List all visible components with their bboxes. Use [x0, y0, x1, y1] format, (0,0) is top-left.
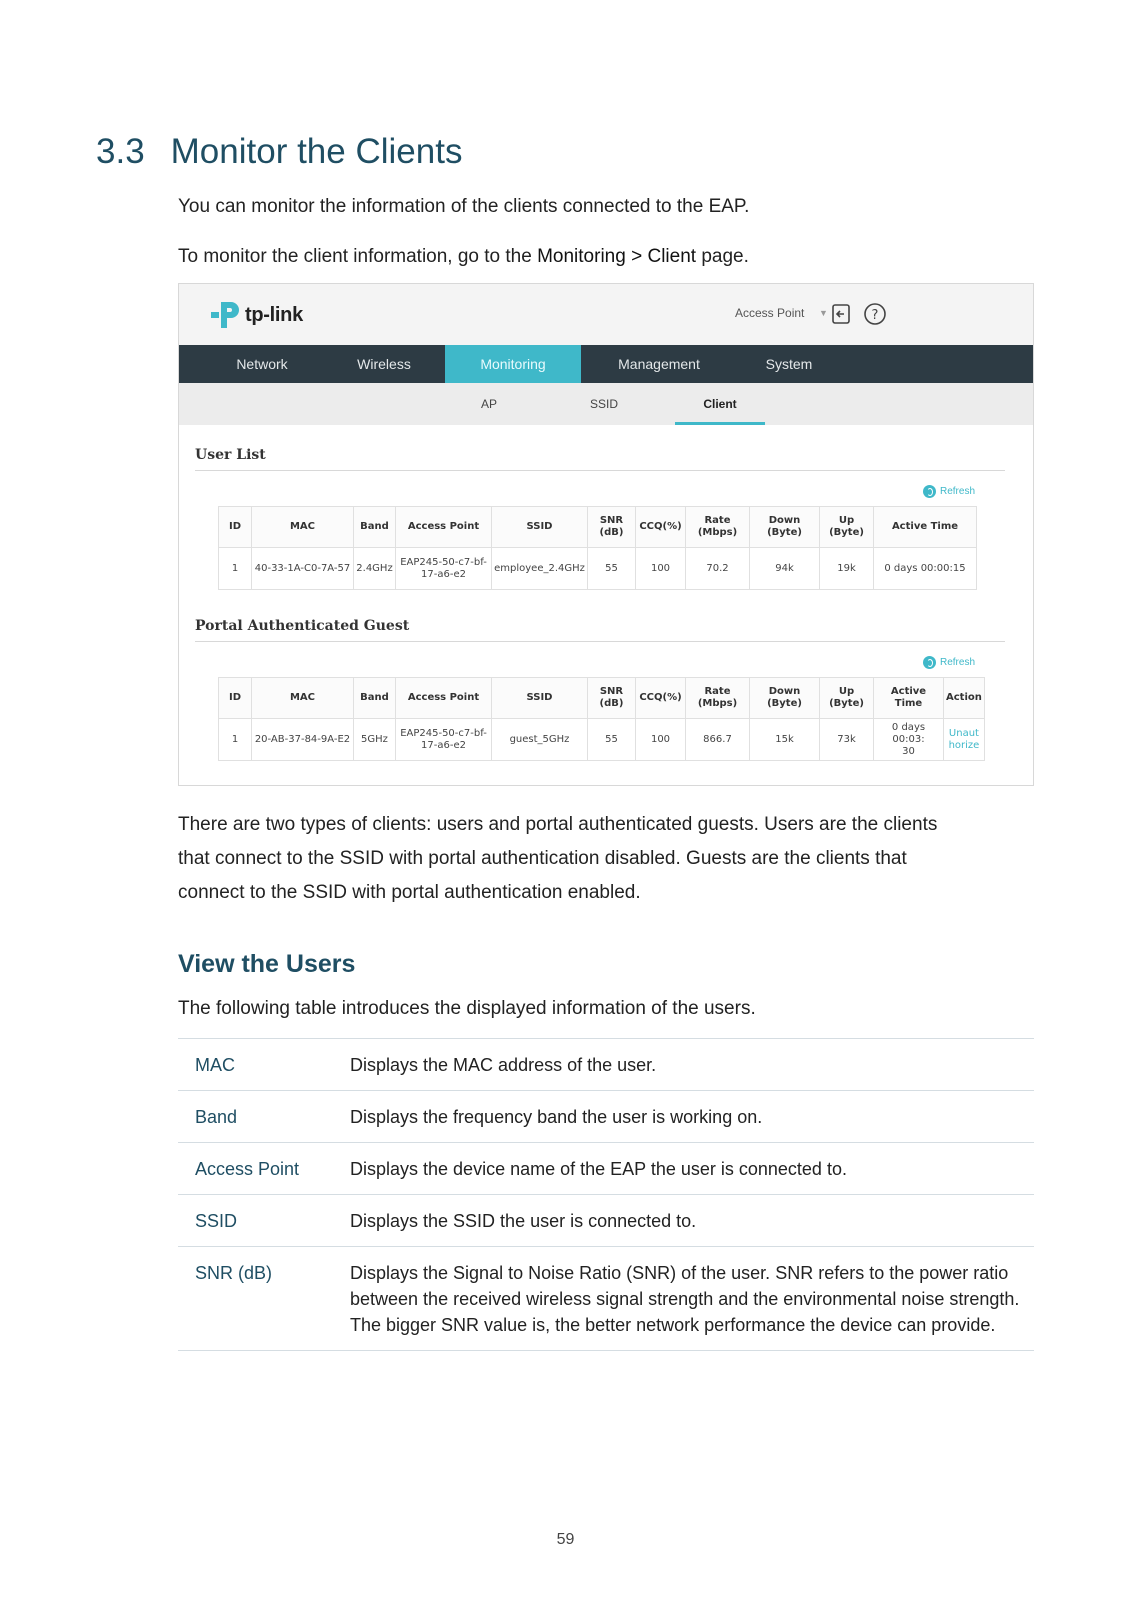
user-list-table — [218, 506, 977, 590]
nav-path-monitoring: Monitoring — [537, 246, 626, 267]
column-header: ID — [219, 678, 252, 719]
explanation-line: that connect to the SSID with portal authentication disabled. Guests are the clients that — [178, 848, 907, 869]
table-row — [178, 1247, 1034, 1351]
column-header: SSID — [492, 678, 588, 719]
nav-path-client: Client — [647, 246, 697, 267]
portal-guest-refresh-button[interactable] — [923, 656, 975, 669]
refresh-icon — [923, 485, 936, 498]
cell-ssid: guest_5GHz — [492, 719, 588, 761]
column-header: Active Time — [874, 678, 944, 719]
field-term: Access Point — [178, 1143, 350, 1195]
column-header: Up (Byte) — [820, 678, 874, 719]
table-header-row — [219, 678, 985, 719]
main-nav — [179, 345, 1033, 383]
table-row[interactable] — [219, 719, 985, 761]
cell-mac: 20-AB-37-84-9A-E2 — [252, 719, 354, 761]
column-header: Rate (Mbps) — [686, 678, 750, 719]
user-list-title: User List — [195, 447, 266, 463]
table-row — [178, 1195, 1034, 1247]
field-term: SNR (dB) — [178, 1247, 350, 1351]
tab-management[interactable]: Management — [618, 356, 700, 372]
cell-rate: 866.7 — [686, 719, 750, 761]
cell-up: 73k — [820, 719, 874, 761]
nav-instruction-prefix: To monitor the client information, go to the — [178, 246, 538, 267]
view-users-heading: View the Users — [178, 950, 356, 978]
field-term: SSID — [178, 1195, 350, 1247]
refresh-icon — [923, 656, 936, 669]
column-header: Band — [354, 678, 396, 719]
column-header: Action — [944, 678, 985, 719]
tab-monitoring[interactable]: Monitoring — [445, 345, 581, 383]
cell-band: 5GHz — [354, 719, 396, 761]
logo-text: tp-link — [245, 303, 303, 326]
field-description: Displays the MAC address of the user. — [350, 1039, 1034, 1091]
section-number: 3.3 — [96, 132, 145, 171]
cell-band: 2.4GHz — [354, 548, 396, 590]
subtab-ssid[interactable]: SSID — [589, 397, 618, 411]
portal-guest-title: Portal Authenticated Guest — [195, 618, 410, 634]
refresh-label: Refresh — [940, 657, 976, 668]
column-header: SSID — [492, 507, 588, 548]
cell-down: 94k — [750, 548, 820, 590]
table-header-row — [219, 507, 977, 548]
page-number: 59 — [556, 1531, 575, 1548]
column-header: Down (Byte) — [750, 507, 820, 548]
cell-id: 1 — [219, 719, 252, 761]
column-header: SNR (dB) — [588, 678, 636, 719]
field-description: Displays the Signal to Noise Ratio (SNR) of the user. SNR refers to the power ratio between the received wireless signal strength and the environmental noise strength. The bigger SNR value is, the better network performance the device can provide. — [350, 1247, 1034, 1351]
intro-paragraph: You can monitor the information of the clients connected to the EAP. — [178, 196, 750, 217]
field-description: Displays the device name of the EAP the user is connected to. — [350, 1143, 1034, 1195]
nav-instruction — [178, 240, 749, 274]
client-monitor-screenshot — [178, 283, 1034, 786]
table-row[interactable] — [219, 548, 977, 590]
column-header: MAC — [252, 678, 354, 719]
column-header: Access Point — [396, 678, 492, 719]
view-users-intro: The following table introduces the displayed information of the users. — [178, 998, 756, 1019]
column-header: CCQ(%) — [636, 507, 686, 548]
cell-id: 1 — [219, 548, 252, 590]
cell-ssid: employee_2.4GHz — [492, 548, 588, 590]
logout-icon[interactable] — [829, 302, 853, 326]
svg-text:?: ? — [871, 308, 879, 323]
cell-rate: 70.2 — [686, 548, 750, 590]
column-header: SNR (dB) — [588, 507, 636, 548]
refresh-label: Refresh — [940, 486, 976, 497]
explanation-line: There are two types of clients: users and portal authenticated guests. Users are the clients — [178, 814, 938, 835]
cell-active-time: 0 days 00:00:15 — [874, 548, 977, 590]
column-header: Access Point — [396, 507, 492, 548]
table-row — [178, 1143, 1034, 1195]
column-header: Band — [354, 507, 396, 548]
header-bar — [179, 284, 1033, 345]
column-header: Up (Byte) — [820, 507, 874, 548]
user-list-refresh-button[interactable] — [923, 485, 975, 498]
column-header: Active Time — [874, 507, 977, 548]
cell-mac: 40-33-1A-C0-7A-57 — [252, 548, 354, 590]
help-icon[interactable] — [863, 302, 887, 326]
tab-wireless[interactable]: Wireless — [357, 356, 411, 372]
sub-nav — [179, 383, 1033, 425]
cell-ccq: 100 — [636, 719, 686, 761]
section-heading — [96, 132, 462, 172]
divider — [195, 641, 1005, 642]
nav-instruction-suffix: page. — [696, 246, 749, 267]
cell-down: 15k — [750, 719, 820, 761]
cell-ccq: 100 — [636, 548, 686, 590]
tp-link-logo — [207, 298, 303, 332]
column-header: CCQ(%) — [636, 678, 686, 719]
tp-link-logo-icon — [207, 298, 241, 332]
user-fields-table — [178, 1038, 1034, 1351]
nav-path-separator: > — [625, 246, 648, 267]
tab-network[interactable]: Network — [236, 356, 288, 372]
column-header: Rate (Mbps) — [686, 507, 750, 548]
portal-guest-table — [218, 677, 985, 761]
explanation-line: connect to the SSID with portal authentication enabled. — [178, 882, 641, 903]
subtab-ap[interactable]: AP — [480, 397, 497, 411]
unauthorize-action-link[interactable]: Unaut horize — [944, 719, 985, 761]
chevron-down-icon[interactable]: ▼ — [819, 308, 828, 318]
field-term: MAC — [178, 1039, 350, 1091]
column-header: MAC — [252, 507, 354, 548]
subtab-client[interactable]: Client — [675, 383, 765, 425]
cell-snr: 55 — [588, 548, 636, 590]
cell-access-point: EAP245-50-c7-bf- 17-a6-e2 — [396, 548, 492, 590]
field-description: Displays the frequency band the user is working on. — [350, 1091, 1034, 1143]
table-row — [178, 1091, 1034, 1143]
field-description: Displays the SSID the user is connected to. — [350, 1195, 1034, 1247]
column-header: ID — [219, 507, 252, 548]
divider — [195, 470, 1005, 471]
cell-up: 19k — [820, 548, 874, 590]
field-term: Band — [178, 1091, 350, 1143]
section-title: Monitor the Clients — [170, 132, 463, 171]
tab-system[interactable]: System — [765, 356, 813, 372]
cell-active-time: 0 days 00:03: 30 — [874, 719, 944, 761]
table-row — [178, 1039, 1034, 1091]
cell-snr: 55 — [588, 719, 636, 761]
device-type-select[interactable]: Access Point — [735, 306, 805, 320]
cell-access-point: EAP245-50-c7-bf- 17-a6-e2 — [396, 719, 492, 761]
column-header: Down (Byte) — [750, 678, 820, 719]
